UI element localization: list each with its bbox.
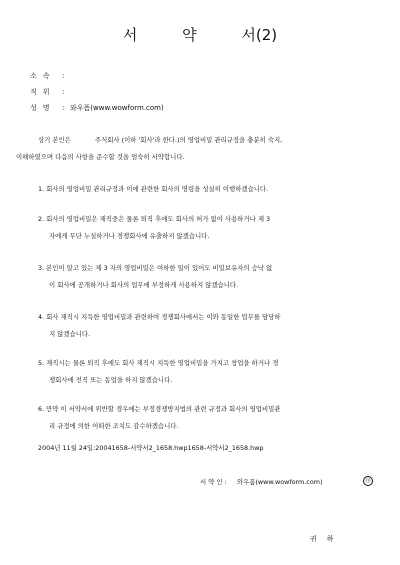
title-part-3: 서(2): [241, 26, 278, 44]
clause-line-1: 6. 만약 이 서약서에 위반할 경우에는 부정경쟁방지법의 관련 규정과 회사의 영업비밀관: [38, 405, 281, 413]
signer-line: [200, 477, 380, 486]
field-position: 직위 :: [30, 88, 65, 96]
field-affiliation: 소속 :: [30, 72, 65, 80]
document-title: [0, 24, 400, 45]
clause-5: [38, 355, 378, 389]
field-label: 소속: [30, 72, 56, 80]
field-label: 성명: [30, 104, 56, 112]
seal-icon: ㊞: [363, 476, 373, 486]
clause-4: [38, 309, 378, 343]
clause-line-2: 이 회사에 공개하거나 회사의 업무에 부정하게 사용하지 않겠습니다.: [49, 281, 239, 289]
clause-line-1: 3. 본인이 알고 있는 제 3 자의 영업비밀은 여하한 일이 있어도 비밀보유자의 승낙 없: [38, 264, 273, 272]
field-value: 와우폼(www.wowform.com): [70, 104, 164, 112]
intro-paragraph: [16, 132, 378, 166]
clause-3: [38, 260, 378, 294]
clause-line-2: 쟁회사에 전직 또는 동업을 하지 않겠습니다.: [49, 376, 173, 384]
clause-1: [38, 181, 378, 198]
clause-2: [38, 211, 378, 245]
clause-line-2: 리 규정에 의한 어떠한 조치도 감수하겠습니다.: [49, 422, 179, 430]
clause-line-2: 자에게 무단 누설하거나 경쟁회사에 유출하지 않겠습니다.: [49, 232, 210, 240]
field-label: 직위: [30, 88, 56, 96]
signer-label: 서 약 인 :: [200, 478, 227, 486]
clause-line-2: 지 않겠습니다.: [49, 330, 91, 338]
clause-line-1: 5. 재직시는 물론 퇴직 후에도 회사 재직시 지득한 영업비밀을 가지고 창업을 하거나 경: [38, 359, 279, 367]
intro-line2: 이해하였으며 다음의 사항을 준수할 것을 엄숙히 서약합니다.: [16, 153, 185, 161]
title-part-2: 약: [182, 26, 197, 44]
intro-line1-a: 상기 본인은: [38, 136, 71, 144]
clause-6: [38, 401, 378, 435]
field-name: 성명 : 와우폼(www.wowform.com): [30, 104, 164, 112]
clause-line-1: 2. 회사의 영업비밀은 재직중은 물론 퇴직 후에도 회사의 허가 없이 사용하거나 제 3: [38, 215, 271, 223]
clause-line-1: 4. 회사 재직시 지득한 영업비밀과 관련하여 경쟁회사에서는 이와 동일한 업무를 담당하: [38, 313, 281, 321]
clause-line-1: 1. 회사의 영업비밀 관리규정과 이에 관련한 회사의 명령을 성실히 이행하겠습니다.: [38, 185, 269, 193]
signer-name: 와우폼(www.wowform.com): [236, 478, 323, 486]
date-line: 2004년 11월 24일:20041658-서약서2_1658.hwp1658-서약서2_1658.hwp: [38, 444, 264, 452]
recipient: 귀하: [310, 535, 344, 543]
title-part-1: 서: [122, 26, 138, 44]
intro-line1-b: 주식회사 (이하 '회사'라 한다.)의 영업비밀 관리규정을 충분히 숙지,: [94, 136, 283, 144]
